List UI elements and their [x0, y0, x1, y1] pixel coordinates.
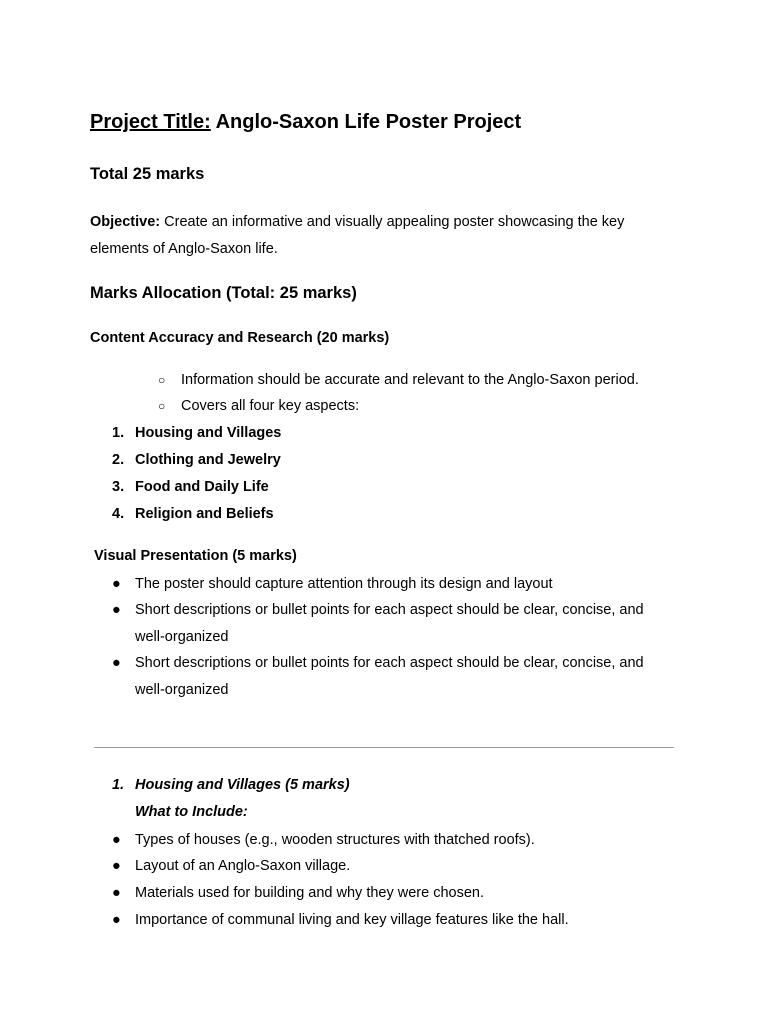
list-item-text: Short descriptions or bullet points for each aspect should be clear, concise, and well-organized: [135, 602, 644, 645]
list-item-text: Layout of an Anglo-Saxon village.: [135, 858, 351, 874]
bullet-icon: ●: [112, 912, 121, 928]
section-divider: [94, 747, 674, 748]
list-item-text: Covers all four key aspects:: [181, 398, 360, 414]
bullet-icon: ●: [112, 858, 121, 874]
title-prefix: Project Title:: [90, 111, 211, 133]
list-number: 1.: [112, 425, 125, 441]
housing-heading-text: Housing and Villages (5 marks): [135, 777, 350, 793]
list-item-text: Types of houses (e.g., wooden structures with thatched roofs).: [135, 832, 535, 848]
bullet-icon: ●: [112, 602, 121, 618]
list-item-text: Short descriptions or bullet points for each aspect should be clear, concise, and well-organized: [135, 655, 644, 698]
bullet-icon: ●: [112, 832, 121, 848]
list-item: [112, 597, 672, 650]
housing-section-heading: [112, 777, 350, 793]
list-item: [112, 907, 672, 934]
aspect-item-clothing: [112, 452, 281, 468]
list-item: [112, 853, 672, 880]
content-accuracy-heading: Content Accuracy and Research (20 marks): [90, 330, 390, 346]
marks-allocation-heading: Marks Allocation (Total: 25 marks): [90, 284, 357, 302]
list-item-text: The poster should capture attention through its design and layout: [135, 576, 553, 592]
list-number: 2.: [112, 452, 125, 468]
objective-label: Objective:: [90, 214, 161, 230]
aspect-label: Food and Daily Life: [135, 479, 269, 495]
circle-bullet-icon: ○: [158, 399, 166, 413]
list-item: [112, 880, 672, 907]
bullet-icon: ●: [112, 576, 121, 592]
aspect-label: Clothing and Jewelry: [135, 452, 281, 468]
objective-paragraph: [90, 209, 680, 263]
aspect-label: Housing and Villages: [135, 425, 282, 441]
list-item: [158, 372, 639, 388]
aspect-item-religion: [112, 506, 274, 522]
circle-bullet-icon: ○: [158, 373, 166, 387]
list-item-text: Materials used for building and why they were chosen.: [135, 885, 484, 901]
list-item: [158, 398, 359, 414]
list-item-text: Importance of communal living and key village features like the hall.: [135, 912, 569, 928]
what-to-include-label: What to Include:: [135, 804, 248, 820]
aspect-item-food: [112, 479, 269, 495]
aspect-item-housing: [112, 425, 281, 441]
list-item: [112, 571, 672, 598]
list-number: 4.: [112, 506, 125, 522]
list-item-text: Information should be accurate and relevant to the Anglo-Saxon period.: [181, 372, 639, 388]
bullet-icon: ●: [112, 655, 121, 671]
visual-presentation-heading: Visual Presentation (5 marks): [94, 548, 297, 564]
total-marks-heading: Total 25 marks: [90, 165, 205, 183]
list-item: [112, 827, 672, 854]
list-number: 3.: [112, 479, 125, 495]
bullet-icon: ●: [112, 885, 121, 901]
title-text: Anglo-Saxon Life Poster Project: [210, 111, 522, 133]
page-title: [90, 111, 521, 134]
list-number: 1.: [112, 777, 125, 793]
list-item: [112, 650, 672, 703]
aspect-label: Religion and Beliefs: [135, 506, 274, 522]
objective-text: Create an informative and visually appealing poster showcasing the key elements of Anglo-Saxon life.: [90, 214, 625, 257]
